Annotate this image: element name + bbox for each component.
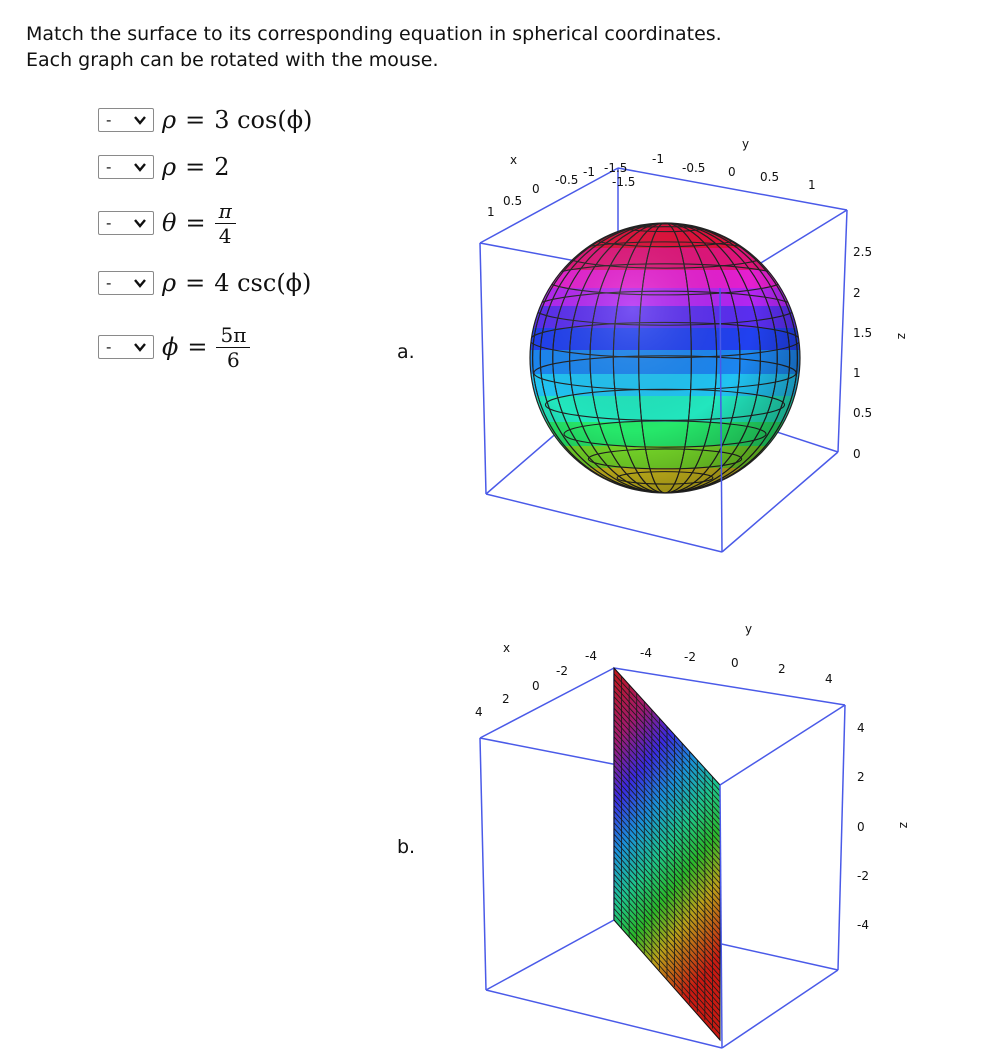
z-tick-label: 2 <box>857 770 865 784</box>
answer-select-1[interactable] <box>98 108 154 132</box>
fraction <box>216 323 250 372</box>
chevron-down-icon <box>133 113 147 127</box>
y-tick-label: 0 <box>731 656 739 670</box>
y-tick-label: -1.5 <box>612 175 636 189</box>
instruction-line-1: Match the surface to its corresponding equation in spherical coordinates. <box>26 23 722 45</box>
x-tick-label: 2 <box>502 692 510 706</box>
x-tick-label: -0.5 <box>555 173 579 187</box>
plot-b-label: b. <box>397 836 416 858</box>
equation-op: = <box>185 209 206 237</box>
equation-op: = <box>185 269 206 297</box>
answer-select-4[interactable] <box>98 271 154 295</box>
z-axis-name: z <box>895 333 909 340</box>
plane-surface <box>614 668 720 1040</box>
fraction <box>215 199 236 248</box>
z-tick-label: -4 <box>857 918 869 932</box>
fraction-denominator: 6 <box>227 347 240 372</box>
x-tick-label: 0.5 <box>503 194 523 208</box>
equation-op: = <box>187 333 208 361</box>
z-tick-label: 0 <box>857 820 865 834</box>
fraction-denominator: 4 <box>218 223 232 248</box>
x-tick-label: -1 <box>583 165 595 179</box>
chevron-down-icon <box>133 340 147 354</box>
equation-row-3 <box>98 198 236 248</box>
answer-select-value: - <box>106 214 112 232</box>
y-tick-label: 0.5 <box>760 170 780 184</box>
y-tick-label: 2 <box>778 662 786 676</box>
equation-rhs: 2 <box>214 153 230 181</box>
equation-lhs: ρ <box>162 153 177 181</box>
plot-b-3d-graph[interactable] <box>470 620 920 1060</box>
chevron-down-icon <box>133 160 147 174</box>
z-tick-label: 0.5 <box>853 406 873 420</box>
y-tick-label: -1 <box>652 152 664 166</box>
answer-select-value: - <box>106 158 112 176</box>
equation-op: = <box>185 153 206 181</box>
y-axis-name: y <box>745 622 753 636</box>
equation-4 <box>162 269 311 297</box>
z-tick-label: 0 <box>853 447 861 461</box>
equation-2 <box>162 153 230 181</box>
chevron-down-icon <box>133 216 147 230</box>
x-tick-label: -2 <box>556 664 568 678</box>
equation-op: = <box>185 106 206 134</box>
y-tick-label: 0 <box>728 165 736 179</box>
x-tick-label: 0 <box>532 679 540 693</box>
answer-select-5[interactable] <box>98 335 154 359</box>
equation-lhs: ρ <box>162 106 177 134</box>
plot-a-3d-graph[interactable] <box>470 130 910 560</box>
answer-select-value: - <box>106 274 112 292</box>
x-axis-name: x <box>503 641 511 655</box>
equation-row-5 <box>98 322 250 372</box>
fraction-numerator: π <box>215 199 236 224</box>
answer-select-3[interactable] <box>98 211 154 235</box>
equation-row-4 <box>98 269 311 297</box>
equation-3 <box>162 199 236 248</box>
z-tick-label: -2 <box>857 869 869 883</box>
equation-lhs: ϕ <box>162 333 179 361</box>
x-axis-name: x <box>510 153 518 167</box>
z-tick-label: 1 <box>853 366 861 380</box>
y-axis-name: y <box>742 137 750 151</box>
instruction-line-2: Each graph can be rotated with the mouse. <box>26 49 439 71</box>
equation-1 <box>162 106 312 134</box>
answer-select-2[interactable] <box>98 155 154 179</box>
equation-row-2 <box>98 153 230 181</box>
chevron-down-icon <box>133 276 147 290</box>
y-tick-label: -4 <box>640 646 652 660</box>
answer-select-value: - <box>106 111 112 129</box>
x-tick-label: -1.5 <box>604 161 628 175</box>
z-tick-label: 2.5 <box>853 245 873 259</box>
y-tick-label: -0.5 <box>682 161 706 175</box>
z-tick-label: 1.5 <box>853 326 873 340</box>
x-tick-label: -4 <box>585 649 597 663</box>
equation-rhs: 3 cos(ϕ) <box>214 106 313 134</box>
y-tick-label: -2 <box>684 650 696 664</box>
z-axis-name: z <box>897 822 911 829</box>
instructions <box>26 21 722 73</box>
y-tick-label: 4 <box>825 672 833 686</box>
y-tick-label: 1 <box>808 178 816 192</box>
equation-lhs: θ <box>162 209 177 237</box>
answer-select-value: - <box>106 338 112 356</box>
x-tick-label: 0 <box>532 182 540 196</box>
z-tick-label: 4 <box>857 721 865 735</box>
equation-row-1 <box>98 106 312 134</box>
x-tick-label: 4 <box>475 705 483 719</box>
x-tick-label: 1 <box>487 205 495 219</box>
equation-rhs: 4 csc(ϕ) <box>214 269 312 297</box>
equation-lhs: ρ <box>162 269 177 297</box>
plot-a-label: a. <box>397 341 415 363</box>
equation-5 <box>162 323 250 372</box>
z-tick-label: 2 <box>853 286 861 300</box>
fraction-numerator: 5π <box>216 323 250 348</box>
